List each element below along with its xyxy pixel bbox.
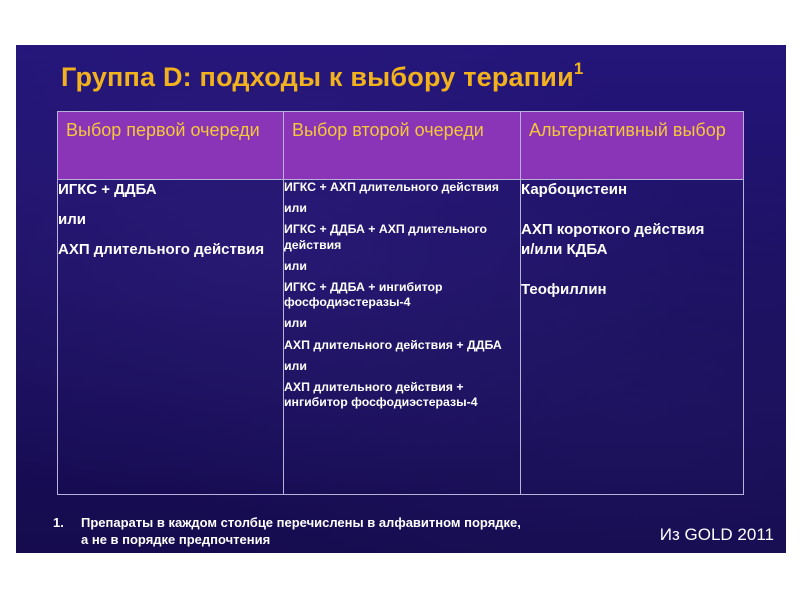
footnote-text-2: а не в порядке предпочтения bbox=[81, 532, 271, 547]
list-item: ИГКС + АХП длительного действия bbox=[284, 180, 499, 194]
table-body-row bbox=[58, 180, 744, 495]
header-alternative: Альтернативный выбор bbox=[521, 112, 744, 180]
list-item: ИГКС + ДДБА + АХП длительного действия bbox=[284, 222, 487, 252]
list-item: ИГКС + ДДБА + ингибитор фосфодиэстеразы-4 bbox=[284, 280, 443, 310]
cell-first-line bbox=[58, 180, 284, 495]
therapy-table bbox=[57, 111, 744, 495]
list-item: или bbox=[284, 316, 307, 331]
list-item: и/или КДБА bbox=[521, 241, 608, 258]
header-first-line: Выбор первой очереди bbox=[58, 112, 284, 180]
slide-title-text: Группа D: подходы к выбору терапии bbox=[61, 62, 574, 92]
list-item: АХП длительного действия bbox=[58, 241, 265, 258]
footnote-text-1: Препараты в каждом столбце перечислены в алфавитном порядке, bbox=[81, 515, 521, 530]
cell-second-line bbox=[284, 180, 521, 495]
slide bbox=[16, 45, 786, 553]
list-item: АХП длительного действия + ДДБА bbox=[284, 337, 502, 352]
slide-title bbox=[61, 61, 584, 93]
list-item: или bbox=[284, 358, 307, 373]
header-second-line: Выбор второй очереди bbox=[284, 112, 521, 180]
list-item: АХП длительного действия + ингибитор фосфодиэстеразы-4 bbox=[284, 380, 478, 410]
footnote bbox=[53, 514, 521, 548]
list-item: или bbox=[284, 201, 307, 216]
list-item: ИГКС + ДДБА bbox=[58, 181, 157, 198]
footnote-line-1 bbox=[53, 514, 521, 531]
footnote-number: 1. bbox=[53, 515, 64, 530]
source-credit: Из GOLD 2011 bbox=[659, 525, 774, 544]
list-item: Теофиллин bbox=[521, 281, 607, 298]
title-footnote-mark: 1 bbox=[573, 59, 584, 78]
list-item: или bbox=[58, 211, 86, 228]
list-item: АХП короткого действия bbox=[521, 221, 705, 238]
list-item: или bbox=[284, 258, 307, 273]
list-item: Карбоцистеин bbox=[521, 181, 628, 198]
table-header-row bbox=[58, 112, 744, 180]
cell-alternative bbox=[521, 180, 744, 495]
